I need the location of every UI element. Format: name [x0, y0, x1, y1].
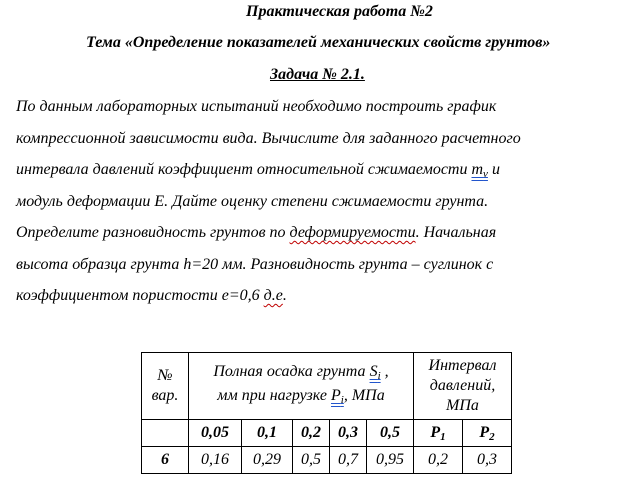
- p1-header: $P_1$: [414, 420, 463, 447]
- text-line-2: компрессионной зависимости вида. Вычислите для заданного расчетного: [16, 129, 521, 147]
- table-row: [142, 447, 512, 474]
- empty-cell: [142, 420, 189, 447]
- load-cell: 0,3: [330, 420, 367, 447]
- text-l3a: интервала давлений коэффициент относительной сжимаемости: [16, 161, 472, 178]
- text-line-7: коэффициентом пористости е=0,6 д.е.: [16, 287, 287, 304]
- value-cell: 0,95: [367, 447, 414, 474]
- text-l3c: и: [487, 161, 500, 178]
- load-cell: 0,5: [367, 420, 414, 447]
- load-cell: 0,05: [189, 420, 242, 447]
- spellcheck-word: деформируемости: [289, 224, 416, 241]
- text-line-5: Определите разновидность грунтов по деформируемости. Начальная: [16, 224, 497, 241]
- settlement-header: Полная осадка грунта $S_i$ , мм при нагрузке $P_i$, МПа: [189, 353, 414, 420]
- load-row: [142, 420, 512, 447]
- unit-abbrev: д.е: [263, 287, 283, 304]
- p1-value: 0,2: [414, 447, 463, 474]
- text-line-6: высота образца грунта h=20 мм. Разновидность грунта – суглинок с: [16, 255, 494, 273]
- variant-cell: 6: [142, 447, 189, 474]
- load-cell: 0,2: [293, 420, 330, 447]
- text-line-4: модуль деформации Е. Дайте оценку степени сжимаемости грунта.: [16, 192, 489, 210]
- value-cell: 0,7: [330, 447, 367, 474]
- text-line-3: [16, 159, 628, 191]
- load-cell: 0,1: [242, 420, 293, 447]
- mv-symbol: $m_v$: [471, 161, 488, 180]
- value-cell: 0,5: [293, 447, 330, 474]
- value-cell: 0,16: [189, 447, 242, 474]
- p2-header: $P_2$: [463, 420, 512, 447]
- interval-header: Интервал давлений, МПа: [414, 353, 512, 420]
- variant-header: № вар.: [142, 353, 189, 420]
- value-cell: 0,29: [242, 447, 293, 474]
- table-header-row: [142, 353, 512, 420]
- p2-value: 0,3: [463, 447, 512, 474]
- data-table: [141, 352, 512, 474]
- task-description: [16, 96, 628, 317]
- task-title: Задача № 2.1.: [270, 66, 365, 83]
- topic-title: Тема «Определение показателей механических свойств грунтов»: [86, 34, 551, 51]
- practical-work-title: Практическая работа №2: [246, 3, 433, 20]
- text-line-1: По данным лабораторных испытаний необходимо построить график: [16, 98, 497, 115]
